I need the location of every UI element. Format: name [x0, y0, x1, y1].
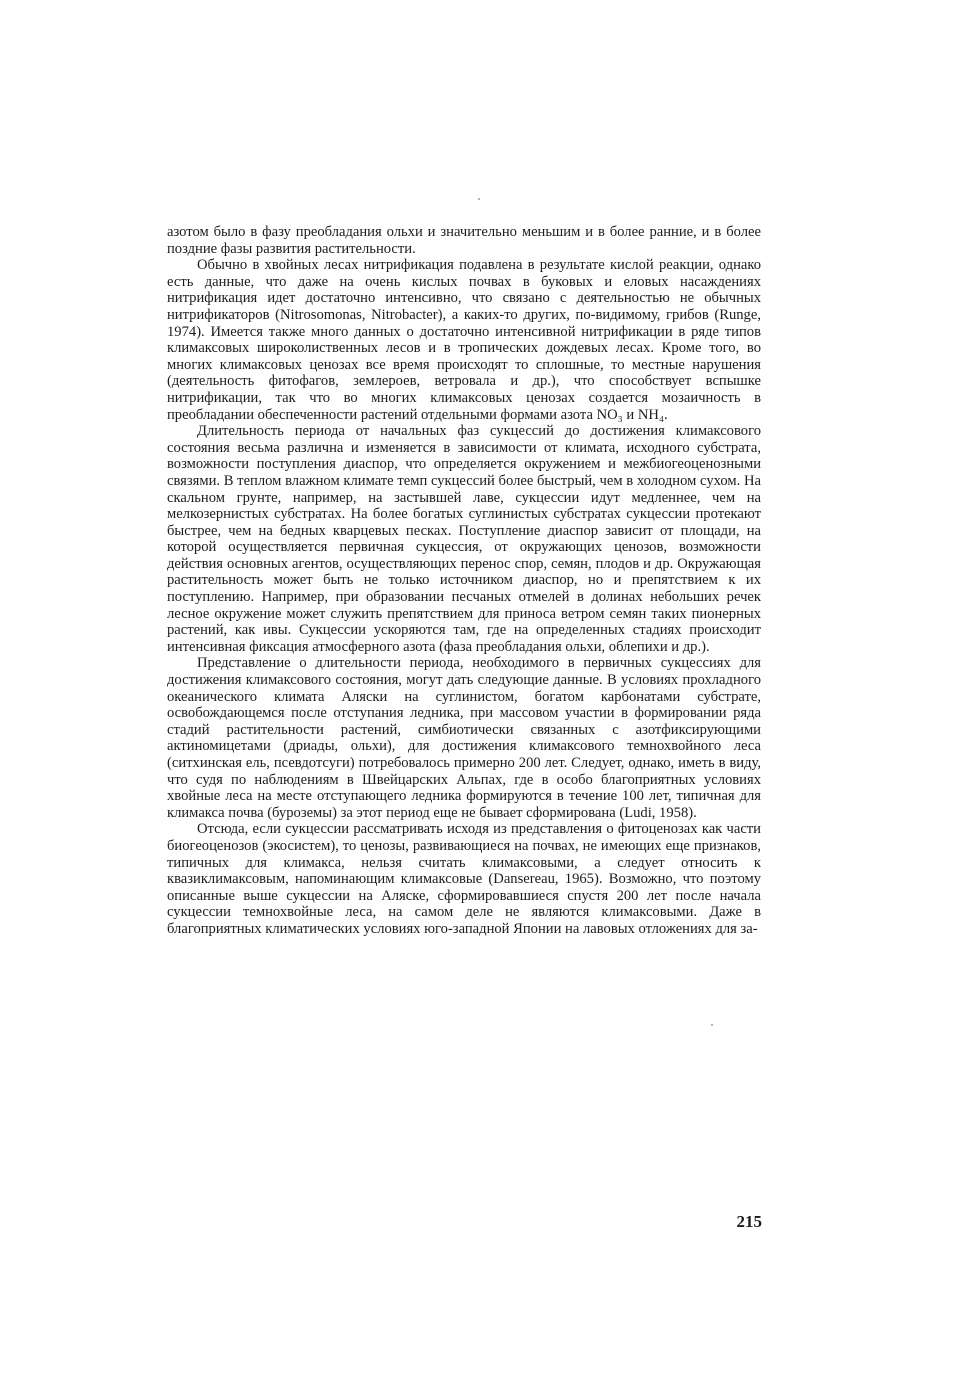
- paragraph-climax-period: Представление о длительности периода, необходимого в первичных сукцессиях для достижения климаксового состояния, могут дать следующие данные. В условиях прохладного океанического климата Аляски на суглинистом, богатом карбонатами субстрате, освобождающемся после отступания ледника, при массовом участии в формировании ряда стадий растительности растений, симбиотически связанных с азотфиксирующими актиномицетами (дриады, ольхи), для достижения климаксового темнохвойного леса (ситхинская ель, псевдотсуги) потребовалось примерно 200 лет. Следует, однако, иметь в виду, что судя по наблюдениям в Швейцарских Альпах, где в особо благоприятных условиях хвойные леса на месте отступающего ледника формируются в течение 100 лет, типичная для климакса почва (буроземы) за этот период еще не бывает сформирована (Ludi, 1958).: [167, 655, 761, 821]
- body-text: [167, 224, 761, 938]
- paragraph-quasi-climax: Отсюда, если сукцессии рассматривать исходя из представления о фитоценозах как части биогеоценозов (экосистем), то ценозы, развивающиеся на почвах, не имеющих еще признаков, типичных для климакса, нельзя считать климаксовыми, а следует относить к квазиклимаксовым, напоминающим климаксовые (Dansereau, 1965). Возможно, что поэтому описанные выше сукцессии на Аляске, сформировавшиеся спустя 200 лет после начала сукцессии темнохвойные леса, на самом деле не являются климаксовыми. Даже в благоприятных климатических условиях юго-западной Японии на лавовых отложениях для за-: [167, 821, 761, 937]
- scan-speck: [711, 1024, 713, 1026]
- scan-speck: [478, 198, 480, 200]
- page-number: 215: [736, 1212, 762, 1231]
- paragraph-continuation: азотом было в фазу преобладания ольхи и значительно меньшим и в более ранние, и в более поздние фазы развития растительности.: [167, 224, 761, 257]
- paragraph-nitrification: Обычно в хвойных лесах нитрификация подавлена в результате кислой реакции, однако есть данные, что даже на очень кислых почвах в буковых и еловых насаждениях нитрификация идет достаточно интенсивно, что связано с деятельностью не обычных нитрификаторов (Nitrosomonas, Nitrobacter), а каких-то других, по-видимому, грибов (Runge, 1974). Имеется также много данных о достаточно интенсивной нитрификации в ряде типов климаксовых широколиственных лесов и в тропических дождевых лесах. Кроме того, во многих климаксовых ценозах все время происходят то сплошные, то местные нарушения (деятельность фитофагов, землероев, ветровала и др.), что способствует вспышке нитрификации, так что во многих климаксовых ценозах создается мозаичность в преобладании обеспеченности растений отдельными формами азота NO₃ и NH₄.: [167, 257, 761, 423]
- paragraph-succession-duration: Длительность периода от начальных фаз сукцессий до достижения климаксового состояния весьма различна и изменяется в зависимости от климата, исходного субстрата, возможности поступления диаспор, что определяется окружением и межбиогеоценозными связями. В теплом влажном климате темп сукцессий более быстрый, чем в холодном сухом. На скальном грунте, например, на застывшей лаве, сукцессии идут медленнее, чем на мелкозернистых субстратах. На более богатых суглинистых субстратах сукцессии протекают быстрее, чем на бедных кварцевых песках. Поступление диаспор зависит от площади, на которой осуществляется первичная сукцессия, от окружающих ценозов, возможности действия основных агентов, осуществляющих перенос спор, семян, плодов и др. Окружающая растительность может быть не только источником диаспор, но и препятствием к их поступлению. Например, при образовании песчаных отмелей в долинах небольших речек лесное окружение может служить препятствием для приноса ветром семян таких пионерных растений, как ивы. Сукцессии ускоряются там, где на определенных стадиях происходит интенсивная фиксация атмосферного азота (фаза преобладания ольхи, облепихи и др.).: [167, 423, 761, 655]
